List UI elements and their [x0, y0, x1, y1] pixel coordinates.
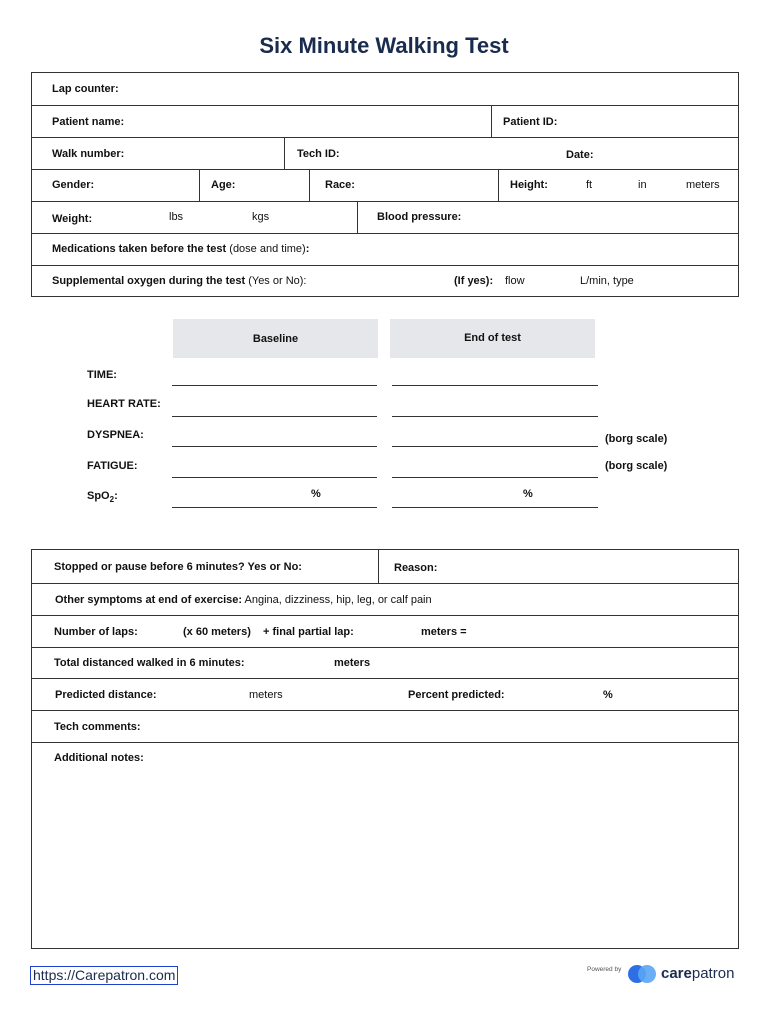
total-distance-label: Total distanced walked in 6 minutes: — [54, 657, 245, 669]
tech-comments-row — [32, 711, 738, 743]
powered-by-label: Powered by — [587, 966, 622, 973]
weight-label: Weight: — [52, 213, 93, 225]
fatigue-baseline-line — [172, 477, 377, 478]
fatigue-end-line — [392, 477, 598, 478]
total-distance-meters: meters — [334, 657, 371, 669]
lmin-type-label: L/min, type — [580, 275, 634, 287]
lap-counter-label: Lap counter: — [52, 83, 119, 95]
lap-counter-row — [32, 73, 738, 106]
time-label: TIME: — [87, 369, 117, 381]
blood-pressure-label: Blood pressure: — [377, 211, 462, 223]
spo2-colon: : — [114, 490, 118, 502]
medications-colon: : — [305, 243, 310, 255]
height-in-unit: in — [638, 179, 647, 191]
medications-row — [32, 234, 738, 266]
dyspnea-end-line — [392, 446, 598, 447]
spo2-end-line — [392, 507, 598, 508]
final-partial-lap-label: + final partial lap: — [263, 626, 354, 638]
demographics-row — [32, 170, 738, 202]
percent-predicted-label: Percent predicted: — [408, 689, 505, 701]
height-label: Height: — [510, 179, 548, 191]
walk-number-row — [32, 138, 738, 170]
stopped-row — [32, 550, 738, 584]
additional-notes-label: Additional notes: — [54, 752, 144, 764]
tech-id-label: Tech ID: — [297, 148, 340, 160]
if-yes-label: (If yes): — [454, 275, 494, 287]
medications-bold: Medications taken before the test — [52, 243, 227, 255]
fatigue-borg-scale: (borg scale) — [605, 460, 668, 472]
brand-patron: patron — [691, 965, 735, 982]
dyspnea-label: DYSPNEA: — [87, 429, 144, 441]
patient-name-row — [32, 106, 738, 138]
weight-lbs-unit: lbs — [169, 211, 184, 223]
patient-name-label: Patient name: — [52, 116, 125, 128]
gender-label: Gender: — [52, 179, 95, 191]
x60-meters-label: (x 60 meters) — [183, 626, 251, 638]
date-label: Date: — [566, 149, 594, 161]
reason-label: Reason: — [394, 562, 438, 574]
race-label: Race: — [325, 179, 355, 191]
oxygen-bold: Supplemental oxygen during the test — [52, 275, 246, 287]
spo2-subscript: 2 — [109, 495, 115, 504]
patient-info-box — [31, 72, 739, 297]
time-baseline-line — [172, 385, 377, 386]
time-end-line — [392, 385, 598, 386]
carepatron-logo-text — [661, 965, 734, 982]
carepatron-logo-icon — [628, 964, 660, 984]
end-of-test-header: End of test — [390, 319, 595, 358]
other-symptoms-bold: Other symptoms at end of exercise: — [55, 594, 243, 606]
results-box — [31, 549, 739, 949]
carepatron-link[interactable]: https://Carepatron.com — [30, 966, 178, 985]
number-of-laps-label: Number of laps: — [54, 626, 138, 638]
other-symptoms-normal: Angina, dizziness, hip, leg, or calf pain — [244, 594, 432, 606]
other-symptoms-row — [32, 584, 738, 616]
weight-kgs-unit: kgs — [252, 211, 270, 223]
meters-equals-label: meters = — [421, 626, 467, 638]
tech-comments-label: Tech comments: — [54, 721, 141, 733]
dyspnea-borg-scale: (borg scale) — [605, 433, 668, 445]
height-ft-unit: ft — [586, 179, 593, 191]
medications-label — [52, 243, 309, 256]
patient-id-label: Patient ID: — [503, 116, 558, 128]
oxygen-label — [52, 275, 307, 288]
fatigue-label: FATIGUE: — [87, 460, 138, 472]
heart-rate-label: HEART RATE: — [87, 398, 161, 410]
spo2-baseline-percent: % — [311, 488, 321, 500]
spo2-main: SpO — [87, 490, 110, 502]
stopped-label: Stopped or pause before 6 minutes? Yes or No: — [54, 561, 302, 573]
age-label: Age: — [211, 179, 236, 191]
height-meters-unit: meters — [686, 179, 720, 191]
oxygen-normal: (Yes or No): — [248, 275, 307, 287]
brand-care: care — [661, 965, 692, 982]
predicted-meters: meters — [249, 689, 283, 701]
percent-predicted-sign: % — [603, 689, 613, 701]
total-distance-row — [32, 648, 738, 679]
walk-number-label: Walk number: — [52, 148, 125, 160]
other-symptoms-label — [55, 594, 432, 607]
page-title: Six Minute Walking Test — [259, 33, 509, 58]
spo2-baseline-line — [172, 507, 377, 508]
baseline-header: Baseline — [173, 319, 378, 358]
flow-label: flow — [505, 275, 525, 287]
medications-normal: (dose and time) — [229, 243, 306, 255]
additional-notes-row — [32, 743, 738, 948]
heart-rate-end-line — [392, 416, 598, 417]
predicted-row — [32, 679, 738, 711]
weight-row — [32, 202, 738, 234]
predicted-distance-label: Predicted distance: — [55, 689, 157, 701]
laps-row — [32, 616, 738, 648]
dyspnea-baseline-line — [172, 446, 377, 447]
spo2-label — [87, 490, 118, 503]
heart-rate-baseline-line — [172, 416, 377, 417]
oxygen-row — [32, 266, 738, 298]
spo2-end-percent: % — [523, 488, 533, 500]
